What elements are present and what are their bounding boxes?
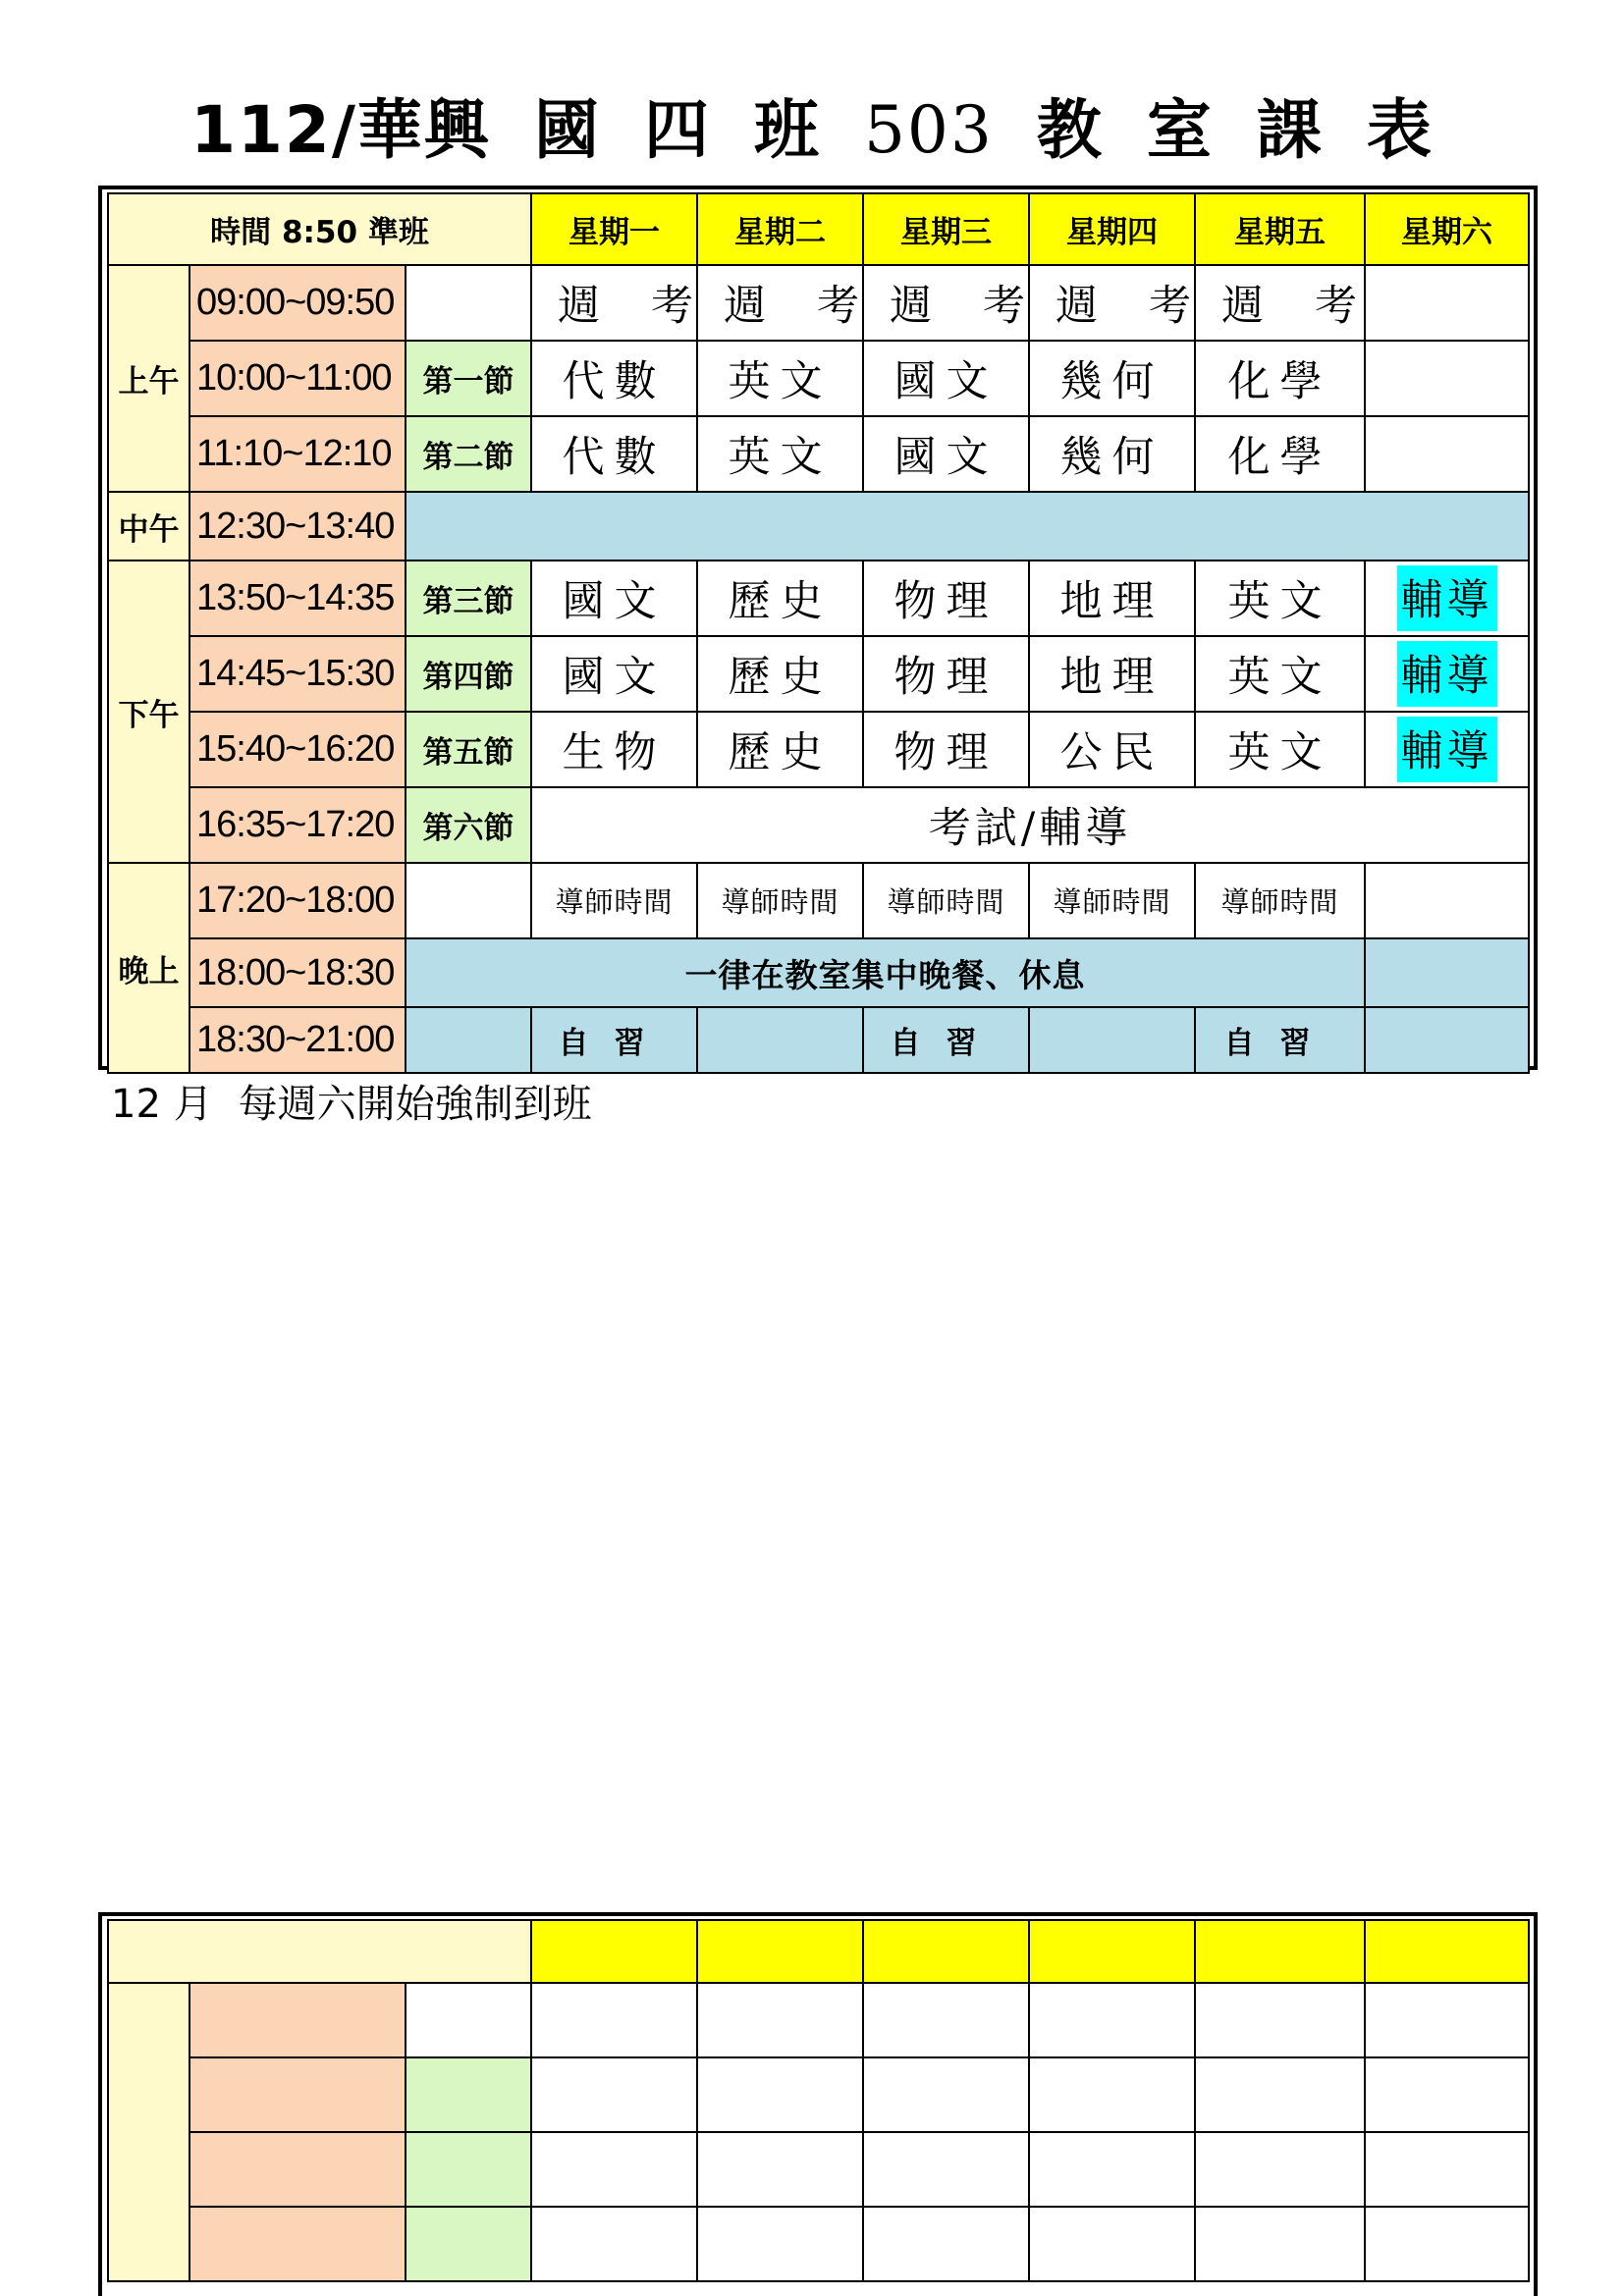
tutoring-highlight: 輔導 <box>1397 717 1497 782</box>
title-room-number: 503 <box>863 92 994 168</box>
class-cell: 自習 <box>863 1007 1029 1073</box>
blank-header-row <box>108 1920 1529 1983</box>
day-header-tue: 星期二 <box>697 193 863 265</box>
table-row <box>108 416 1529 492</box>
blank-section-cell <box>108 1983 189 2281</box>
saturday-class-cell <box>1365 636 1529 712</box>
table-row <box>108 341 1529 416</box>
class-cell: 英文 <box>697 341 863 416</box>
day-header-fri: 星期五 <box>1195 193 1365 265</box>
class-cell <box>1365 416 1529 492</box>
class-cell: 歷史 <box>697 636 863 712</box>
time-cell: 18:00~18:30 <box>189 938 406 1007</box>
class-cell: 歷史 <box>697 561 863 636</box>
class-cell: 地理 <box>1029 636 1195 712</box>
class-cell: 英文 <box>1195 636 1365 712</box>
section-morning: 上午 <box>108 265 189 492</box>
table-row <box>108 636 1529 712</box>
page-title <box>0 86 1624 175</box>
class-cell: 週考 <box>697 265 863 341</box>
section-noon: 中午 <box>108 492 189 561</box>
blank-cell <box>531 2207 697 2281</box>
class-cell <box>1365 863 1529 938</box>
class-cell: 導師時間 <box>531 863 697 938</box>
day-header-wed: 星期三 <box>863 193 1029 265</box>
class-cell: 英文 <box>697 416 863 492</box>
class-cell: 公民 <box>1029 712 1195 787</box>
blank-row <box>108 1983 1529 2057</box>
footnote <box>111 1075 592 1134</box>
title-char: 教 <box>1036 92 1104 168</box>
table-row <box>108 492 1529 561</box>
blank-period-cell <box>406 1983 531 2057</box>
class-cell: 物理 <box>863 561 1029 636</box>
class-cell: 歷史 <box>697 712 863 787</box>
class-cell: 地理 <box>1029 561 1195 636</box>
blank-day-cell <box>1195 1920 1365 1983</box>
blank-time-cell <box>189 2057 406 2132</box>
tutoring-highlight: 輔導 <box>1397 641 1497 707</box>
class-cell: 化學 <box>1195 341 1365 416</box>
class-cell: 週考 <box>1029 265 1195 341</box>
table-row <box>108 787 1529 863</box>
period-cell <box>406 1007 531 1073</box>
day-header-sat: 星期六 <box>1365 193 1529 265</box>
blank-time-cell <box>189 1983 406 2057</box>
blank-cell <box>1029 2132 1195 2207</box>
blank-cell <box>1195 2207 1365 2281</box>
class-cell: 自習 <box>1195 1007 1365 1073</box>
class-cell: 導師時間 <box>1195 863 1365 938</box>
blank-cell <box>1029 2057 1195 2132</box>
blank-period-cell <box>406 2207 531 2281</box>
blank-time-cell <box>189 2207 406 2281</box>
exam-tutoring-cell: 考試/輔導 <box>531 787 1529 863</box>
day-header-thu: 星期四 <box>1029 193 1195 265</box>
period-cell: 第五節 <box>406 712 531 787</box>
lunch-break-cell <box>406 492 1529 561</box>
blank-cell <box>1029 2207 1195 2281</box>
period-cell: 第三節 <box>406 561 531 636</box>
blank-day-cell <box>531 1920 697 1983</box>
saturday-class-cell <box>1365 712 1529 787</box>
blank-cell <box>1195 2057 1365 2132</box>
period-cell <box>406 265 531 341</box>
class-cell: 幾何 <box>1029 341 1195 416</box>
blank-cell <box>697 1983 863 2057</box>
table-row <box>108 561 1529 636</box>
title-char: 四 <box>643 92 711 168</box>
blank-cell <box>863 1983 1029 2057</box>
tutoring-highlight: 輔導 <box>1397 565 1497 631</box>
table-row <box>108 265 1529 341</box>
blank-cell <box>697 2132 863 2207</box>
blank-period-cell <box>406 2057 531 2132</box>
period-cell: 第一節 <box>406 341 531 416</box>
table-row <box>108 712 1529 787</box>
blank-cell <box>1195 1983 1365 2057</box>
class-cell: 自習 <box>531 1007 697 1073</box>
class-cell: 幾何 <box>1029 416 1195 492</box>
blank-row <box>108 2132 1529 2207</box>
blank-cell <box>531 1983 697 2057</box>
header-row <box>108 193 1529 265</box>
saturday-class-cell <box>1365 561 1529 636</box>
time-cell: 14:45~15:30 <box>189 636 406 712</box>
time-cell: 10:00~11:00 <box>189 341 406 416</box>
blank-cell <box>697 2057 863 2132</box>
title-char: 國 <box>533 92 601 168</box>
blank-time-cell <box>189 2132 406 2207</box>
class-cell <box>1029 1007 1195 1073</box>
period-cell: 第六節 <box>406 787 531 863</box>
title-char: 課 <box>1256 92 1324 168</box>
title-char: 室 <box>1146 92 1214 168</box>
class-cell: 導師時間 <box>697 863 863 938</box>
class-cell <box>1365 1007 1529 1073</box>
schedule-table <box>107 192 1530 1074</box>
time-header-cell: 時間 8:50 準班 <box>108 193 531 265</box>
time-cell: 13:50~14:35 <box>189 561 406 636</box>
time-cell: 09:00~09:50 <box>189 265 406 341</box>
blank-cell <box>1365 2207 1529 2281</box>
class-cell: 導師時間 <box>863 863 1029 938</box>
blank-day-cell <box>1365 1920 1529 1983</box>
section-evening: 晚上 <box>108 863 189 1073</box>
class-cell: 生物 <box>531 712 697 787</box>
class-cell: 國文 <box>531 561 697 636</box>
class-cell: 週考 <box>531 265 697 341</box>
class-cell: 英文 <box>1195 561 1365 636</box>
blank-cell <box>1365 2057 1529 2132</box>
class-cell: 週考 <box>863 265 1029 341</box>
class-cell: 導師時間 <box>1029 863 1195 938</box>
blank-cell <box>1365 2132 1529 2207</box>
blank-cell <box>1029 1983 1195 2057</box>
title-char: 表 <box>1366 92 1434 168</box>
blank-day-cell <box>1029 1920 1195 1983</box>
time-cell: 11:10~12:10 <box>189 416 406 492</box>
class-cell <box>1365 938 1529 1007</box>
blank-cell <box>531 2132 697 2207</box>
blank-day-cell <box>863 1920 1029 1983</box>
time-cell: 17:20~18:00 <box>189 863 406 938</box>
class-cell: 代數 <box>531 416 697 492</box>
section-afternoon: 下午 <box>108 561 189 863</box>
blank-cell <box>1365 1983 1529 2057</box>
blank-cell <box>697 2207 863 2281</box>
table-row <box>108 863 1529 938</box>
time-cell: 16:35~17:20 <box>189 787 406 863</box>
class-cell: 國文 <box>863 341 1029 416</box>
class-cell: 物理 <box>863 636 1029 712</box>
table-row <box>108 1007 1529 1073</box>
period-cell: 第二節 <box>406 416 531 492</box>
blank-cell <box>863 2057 1029 2132</box>
blank-row <box>108 2207 1529 2281</box>
blank-cell <box>863 2207 1029 2281</box>
period-cell <box>406 863 531 938</box>
blank-schedule-table <box>107 1919 1530 2282</box>
day-header-mon: 星期一 <box>531 193 697 265</box>
time-cell: 15:40~16:20 <box>189 712 406 787</box>
class-cell: 國文 <box>863 416 1029 492</box>
class-cell: 英文 <box>1195 712 1365 787</box>
title-char: 班 <box>753 92 821 168</box>
period-cell: 第四節 <box>406 636 531 712</box>
time-cell: 12:30~13:40 <box>189 492 406 561</box>
class-cell: 國文 <box>531 636 697 712</box>
class-cell: 物理 <box>863 712 1029 787</box>
class-cell: 代數 <box>531 341 697 416</box>
dinner-break-cell: 一律在教室集中晚餐、休息 <box>406 938 1365 1007</box>
blank-row <box>108 2057 1529 2132</box>
table-row <box>108 938 1529 1007</box>
class-cell: 化學 <box>1195 416 1365 492</box>
blank-cell <box>863 2132 1029 2207</box>
blank-period-cell <box>406 2132 531 2207</box>
footnote-text: 每週六開始強制到班 <box>238 1082 592 1127</box>
blank-day-cell <box>697 1920 863 1983</box>
time-cell: 18:30~21:00 <box>189 1007 406 1073</box>
blank-header-cell <box>108 1920 531 1983</box>
class-cell <box>697 1007 863 1073</box>
blank-cell <box>1195 2132 1365 2207</box>
class-cell <box>1365 341 1529 416</box>
footnote-month: 12 月 <box>111 1082 213 1127</box>
blank-cell <box>531 2057 697 2132</box>
class-cell: 週考 <box>1195 265 1365 341</box>
title-class-name: 112/華興 <box>190 92 491 168</box>
